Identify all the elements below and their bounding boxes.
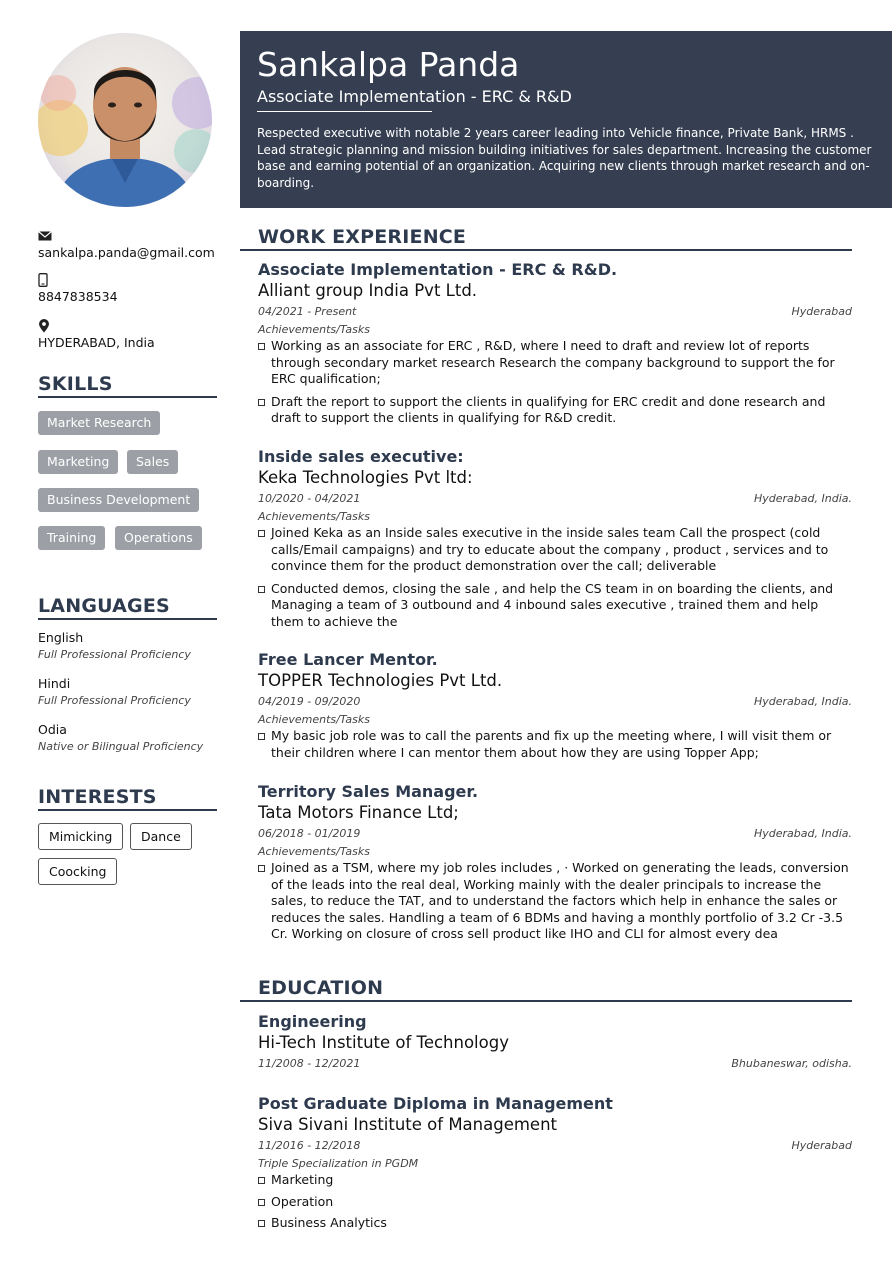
language-level: Native or Bilingual Proficiency bbox=[38, 740, 204, 753]
job-entry bbox=[258, 781, 852, 949]
language-item bbox=[38, 630, 228, 661]
skill-tag: Business Development bbox=[38, 488, 199, 512]
education-heading: EDUCATION bbox=[240, 977, 852, 1002]
job-entry bbox=[258, 259, 852, 433]
education-note: Triple Specialization in PGDM bbox=[258, 1157, 419, 1170]
skill-tag: Sales bbox=[127, 450, 178, 474]
phone-text[interactable]: 8847838534 bbox=[38, 289, 118, 304]
job-meta bbox=[258, 694, 852, 709]
task-item: Draft the report to support the clients in qualifying for ERC credit and done research and draft to support the clients in qualifying for R&D credit. bbox=[258, 394, 852, 427]
subject-item: Operation bbox=[258, 1194, 568, 1211]
contact-email bbox=[38, 229, 228, 260]
task-list bbox=[258, 525, 852, 630]
map-pin-icon bbox=[38, 319, 50, 333]
achievements-label: Achievements/Tasks bbox=[258, 845, 370, 858]
skill-tag: Market Research bbox=[38, 411, 160, 435]
subject-list bbox=[258, 1172, 852, 1237]
skill-tag: Marketing bbox=[38, 450, 118, 474]
skill-tag: Training bbox=[38, 526, 105, 550]
job-dates: 04/2021 - Present bbox=[258, 305, 357, 318]
degree-title: Post Graduate Diploma in Management bbox=[258, 1094, 613, 1113]
job-location: Hyderabad, India. bbox=[754, 695, 852, 708]
subject-item: Marketing bbox=[258, 1172, 568, 1189]
skills-heading: SKILLS bbox=[38, 373, 217, 398]
work-experience-heading: WORK EXPERIENCE bbox=[240, 226, 852, 251]
contact-location bbox=[38, 319, 228, 350]
school-name: Hi-Tech Institute of Technology bbox=[258, 1033, 509, 1052]
interest-tag: Coocking bbox=[38, 858, 117, 885]
envelope-icon bbox=[38, 229, 52, 243]
education-meta bbox=[258, 1138, 852, 1153]
job-title: Associate Implementation - ERC & R&D. bbox=[258, 260, 618, 279]
job-dates: 10/2020 - 04/2021 bbox=[258, 492, 361, 505]
language-name: Hindi bbox=[38, 676, 71, 691]
email-text[interactable]: sankalpa.panda@gmail.com bbox=[38, 245, 215, 260]
task-list bbox=[258, 860, 852, 943]
task-item: Joined Keka as an Inside sales executive in the inside sales team Call the prospect (cold calls/Email campaigns) and try to educate about the company , product , services and to convince them for the product demonstration over the call; deliverable bbox=[258, 525, 852, 575]
education-location: Bhubaneswar, odisha. bbox=[731, 1057, 852, 1070]
task-item: Conducted demos, closing the sale , and help the CS team in on boarding the clients, and Managing a team of 3 outbound and 4 inbound sales executive , trained them and help them to achieve the bbox=[258, 581, 852, 631]
education-dates: 11/2008 - 12/2021 bbox=[258, 1057, 361, 1070]
subject-item: Business Analytics bbox=[258, 1215, 568, 1232]
job-company: Tata Motors Finance Ltd; bbox=[258, 803, 459, 822]
job-meta bbox=[258, 826, 852, 841]
candidate-role: Associate Implementation - ERC & R&D bbox=[257, 87, 572, 106]
degree-title: Engineering bbox=[258, 1012, 367, 1031]
job-entry bbox=[258, 649, 852, 767]
job-dates: 06/2018 - 01/2019 bbox=[258, 827, 361, 840]
job-company: Alliant group India Pvt Ltd. bbox=[258, 281, 478, 300]
interest-tag: Mimicking bbox=[38, 823, 123, 850]
language-name: Odia bbox=[38, 722, 67, 737]
education-meta bbox=[258, 1056, 852, 1071]
job-entry bbox=[258, 446, 852, 636]
education-dates: 11/2016 - 12/2018 bbox=[258, 1139, 361, 1152]
task-item: Joined as a TSM, where my job roles includes , · Worked on generating the leads, conversion of the leads into the real deal, Working mainly with the dealer principals to increase the sales, to reduce the TAT, and to understand the factors which help in enhance the sales or reduces the sales. Handling a team of 6 BDMs and having a monthly portfolio of 3.2 Cr -3.5 Cr. Working on closure of cross sell product like IHO and CLI for almost every dea bbox=[258, 860, 852, 943]
interests-heading: INTERESTS bbox=[38, 786, 217, 811]
header-banner bbox=[240, 31, 892, 208]
achievements-label: Achievements/Tasks bbox=[258, 510, 370, 523]
language-name: English bbox=[38, 630, 84, 645]
language-level: Full Professional Proficiency bbox=[38, 648, 191, 661]
job-dates: 04/2019 - 09/2020 bbox=[258, 695, 361, 708]
achievements-label: Achievements/Tasks bbox=[258, 713, 370, 726]
job-meta bbox=[258, 491, 852, 506]
job-location: Hyderabad, India. bbox=[754, 492, 852, 505]
task-list bbox=[258, 728, 852, 761]
task-list bbox=[258, 338, 852, 427]
languages-heading: LANGUAGES bbox=[38, 595, 217, 620]
language-level: Full Professional Proficiency bbox=[38, 694, 191, 707]
language-item bbox=[38, 722, 228, 753]
profile-photo bbox=[38, 33, 212, 207]
job-company: TOPPER Technologies Pvt Ltd. bbox=[258, 671, 503, 690]
task-item: My basic job role was to call the parents and fix up the meeting where, I will visit them or their children where I can mentor them about how they are using Topper App; bbox=[258, 728, 852, 761]
language-item bbox=[38, 676, 228, 707]
sidebar bbox=[0, 0, 240, 1263]
job-meta bbox=[258, 304, 852, 319]
job-title: Inside sales executive: bbox=[258, 447, 464, 466]
profile-summary: Respected executive with notable 2 years career leading into Vehicle finance, Private Bank, HRMS . Lead strategic planning and mission building initiatives for sales department. Increasing the customer base and earning potential of an organization. Acquiring new clients through market research and on-boarding. bbox=[257, 126, 872, 190]
education-entry bbox=[258, 1011, 852, 1071]
mobile-phone-icon bbox=[38, 273, 48, 287]
achievements-label: Achievements/Tasks bbox=[258, 323, 370, 336]
job-location: Hyderabad bbox=[791, 305, 852, 318]
skill-tag: Operations bbox=[115, 526, 202, 550]
school-name: Siva Sivani Institute of Management bbox=[258, 1115, 558, 1134]
job-title: Free Lancer Mentor. bbox=[258, 650, 438, 669]
role-underline bbox=[257, 111, 432, 112]
job-title: Territory Sales Manager. bbox=[258, 782, 479, 801]
education-location: Hyderabad bbox=[791, 1139, 852, 1152]
job-company: Keka Technologies Pvt ltd: bbox=[258, 468, 473, 487]
candidate-name: Sankalpa Panda bbox=[257, 45, 520, 84]
job-location: Hyderabad, India. bbox=[754, 827, 852, 840]
task-item: Working as an associate for ERC , R&D, where I need to draft and review lot of reports through secondary market research Research the company background to support the for ERC qualification; bbox=[258, 338, 852, 388]
education-entry bbox=[258, 1093, 852, 1237]
contact-phone bbox=[38, 273, 228, 304]
interest-tag: Dance bbox=[130, 823, 192, 850]
location-text: HYDERABAD, India bbox=[38, 335, 155, 350]
